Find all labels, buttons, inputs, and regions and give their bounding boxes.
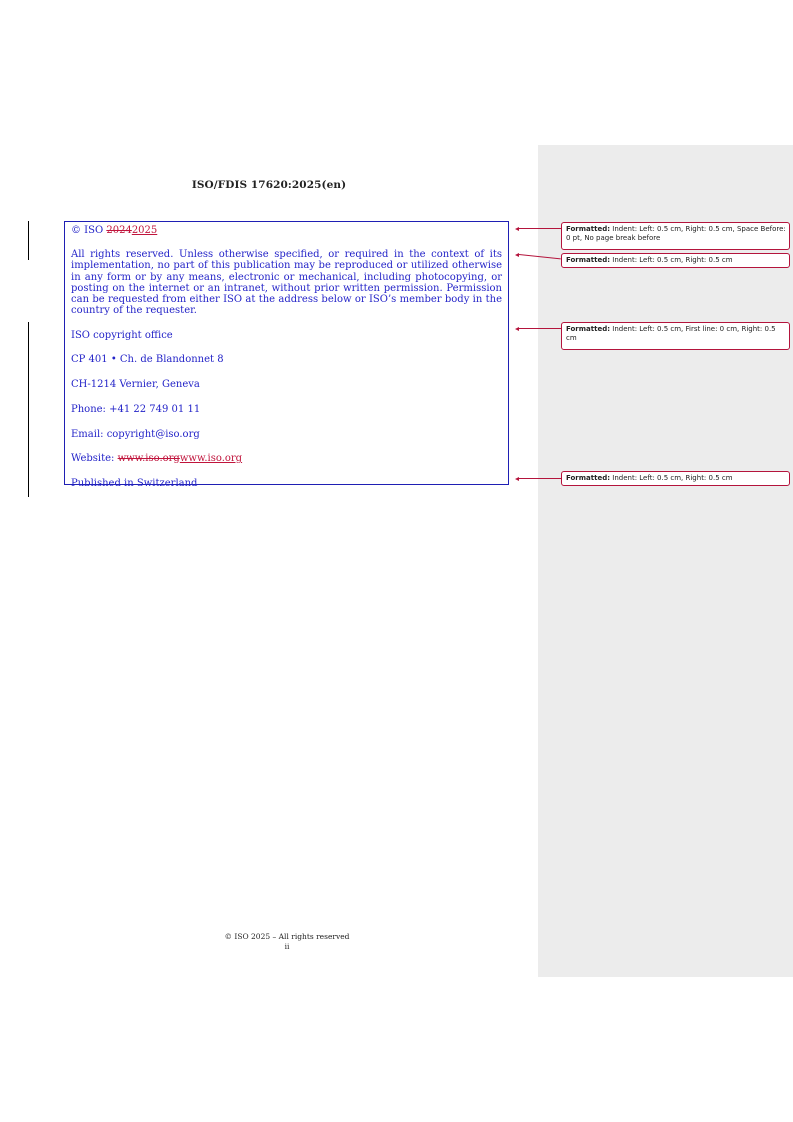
inserted-year: 2025 [131,225,158,236]
comment-label: Formatted: [566,225,611,233]
format-comment-balloon[interactable] [561,471,790,486]
address-line: CP 401 • Ch. de Blandonnet 8 [71,354,224,366]
change-bar [28,221,29,260]
comment-label: Formatted: [566,256,611,264]
format-comment-balloon[interactable] [561,322,790,350]
website-inserted: www.iso.org [179,453,243,465]
copyright-box [64,221,509,489]
footer-copyright: © ISO 2025 – All rights reserved [224,932,350,941]
format-comment-balloon[interactable] [561,253,790,268]
office-line: ISO copyright office [71,329,173,341]
leader-line [519,478,561,479]
comment-text: Indent: Left: 0.5 cm, Right: 0.5 cm [610,256,733,264]
email-line: Email: copyright@iso.org [71,428,200,440]
leader-line [519,328,561,329]
change-bar [28,322,29,497]
document-header-title: ISO/FDIS 17620:2025(en) [191,179,347,191]
markup-pane [538,145,793,977]
website-line [71,453,502,464]
phone-line: Phone: +41 22 749 01 11 [71,403,201,415]
leader-line [519,228,561,229]
rights-paragraph: All rights reserved. Unless otherwise specified, or required in the context of its implementation, no part of this publication may be reproduced or utilized otherwise in any form or by any means, electronic or mechanical, including photocopying, or posting on the internet or an intranet, without prior written permission. Permission can be requested from either ISO at the address below or ISO’s member body in the country of the requester. [71,249,502,317]
city-line: CH-1214 Vernier, Geneva [71,379,200,391]
comment-text: Indent: Left: 0.5 cm, Right: 0.5 cm [610,474,733,482]
format-comment-balloon[interactable] [561,222,790,250]
page-number: ii [284,942,290,951]
comment-label: Formatted: [566,474,611,482]
page-footer [0,932,574,952]
copyright-prefix: © ISO [71,225,107,236]
comment-text: Indent: Left: 0.5 cm, First line: 0 cm, Right: 0.5 cm [566,325,776,342]
copyright-year-line [71,225,502,237]
website-label: Website: [71,453,118,465]
website-deleted: www.iso.org [117,453,180,465]
published-line: Published in Switzerland [71,477,198,489]
comment-text: Indent: Left: 0.5 cm, Right: 0.5 cm, Space Before: 0 pt, No page break before [566,225,786,242]
comment-label: Formatted: [566,325,611,333]
deleted-year: 2024 [106,225,132,236]
